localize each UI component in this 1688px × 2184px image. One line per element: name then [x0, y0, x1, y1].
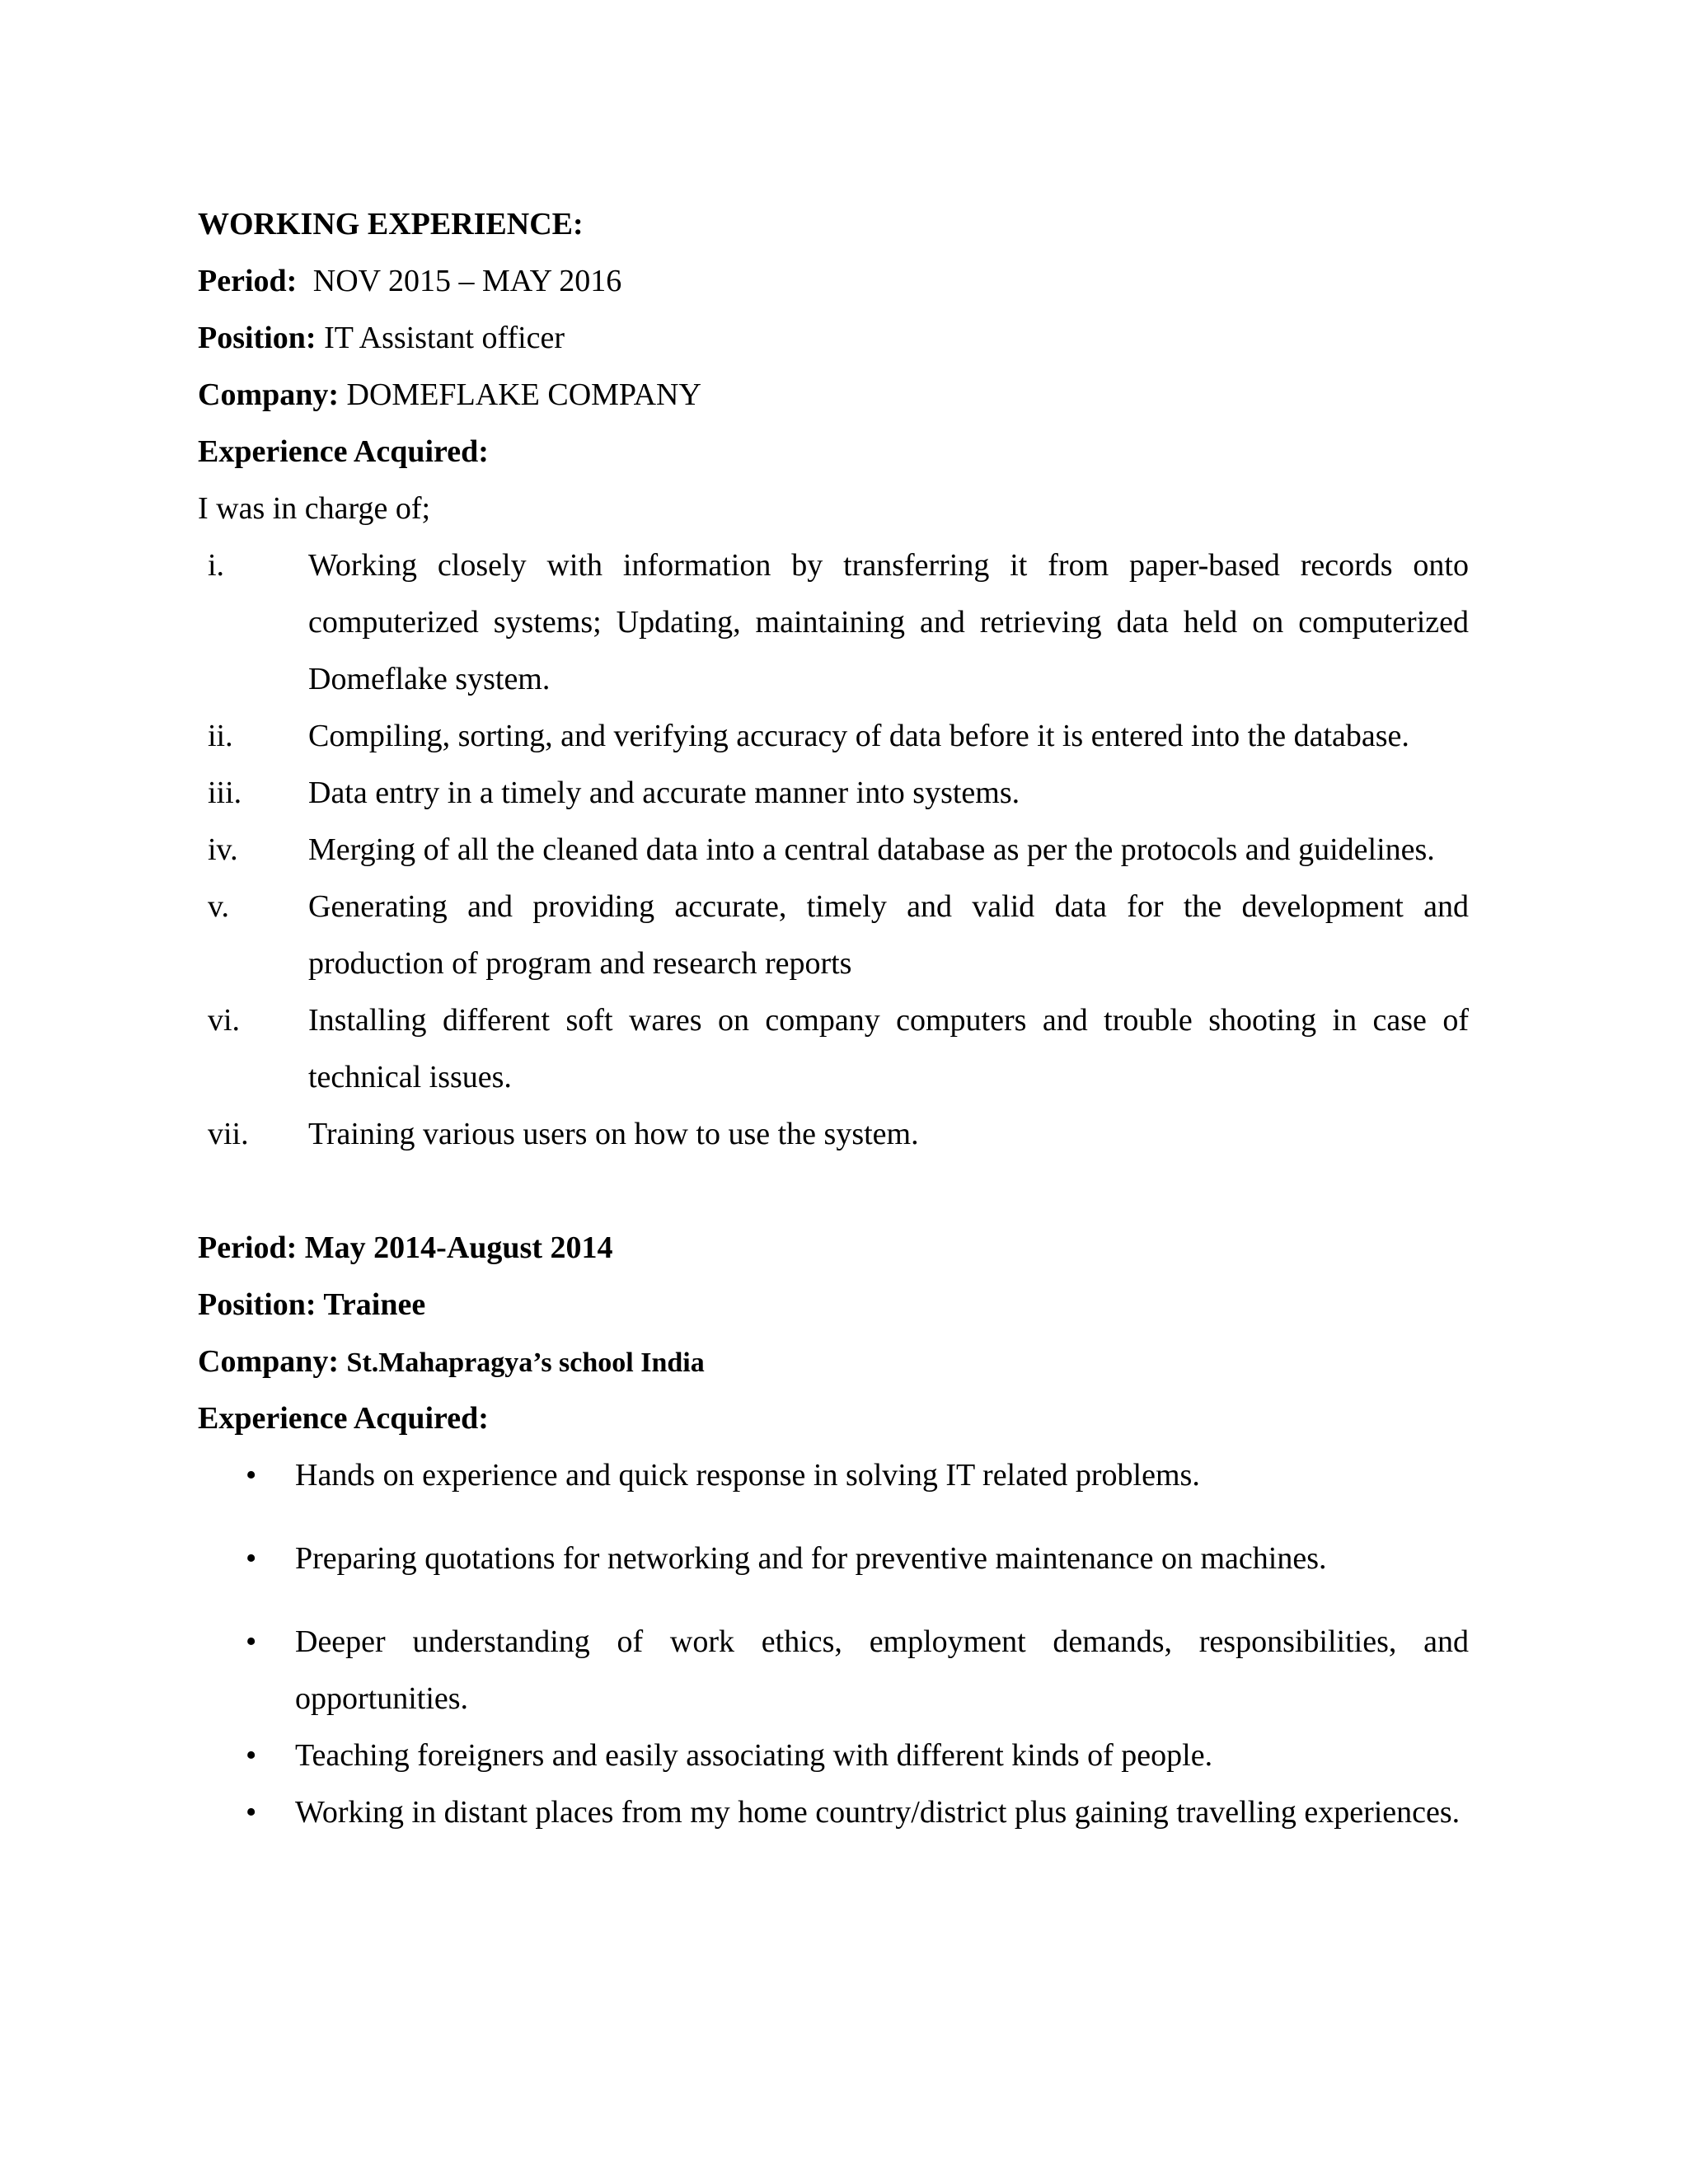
job1-intro: I was in charge of; — [198, 491, 431, 526]
job1-company-label: Company: — [198, 377, 340, 412]
list-item-text: Deeper understanding of work ethics, employment demands, responsibilities, and opportunities. — [295, 1624, 1469, 1716]
list-item-number: vi. — [208, 1003, 241, 1038]
bullet-icon: • — [246, 1624, 257, 1659]
list-item — [198, 992, 1469, 1106]
job1-experience-label: Experience Acquired: — [198, 434, 489, 469]
list-item-number: ii. — [208, 719, 233, 753]
list-item-text: Training various users on how to use the system. — [308, 1117, 919, 1151]
bullet-spacer — [198, 1587, 1469, 1614]
section-spacer — [198, 1163, 1469, 1220]
job2-period: May 2014-August 2014 — [304, 1230, 613, 1265]
list-item-number: v. — [208, 889, 230, 924]
list-item — [198, 765, 1469, 822]
job1-period-label: Period: — [198, 264, 298, 298]
job2-period-label: Period: — [198, 1230, 298, 1265]
list-item-text: Working closely with information by transferring it from paper-based records onto computerized systems; Updating, maintaining and retrieving data held on computerized Domeflake system. — [308, 548, 1469, 696]
list-item-number: iii. — [208, 776, 242, 810]
list-item — [198, 1106, 1469, 1163]
job1-period: NOV 2015 – MAY 2016 — [312, 264, 622, 298]
resume-page — [198, 196, 1469, 1841]
list-item — [198, 1447, 1469, 1504]
list-item-text: Hands on experience and quick response in solving IT related problems. — [295, 1458, 1200, 1493]
job1-period-line — [198, 253, 1469, 310]
section-heading: WORKING EXPERIENCE: — [198, 207, 584, 241]
job2-company-line — [198, 1333, 1469, 1390]
job2-bullet-list — [198, 1447, 1469, 1841]
job2-position-label: Position: — [198, 1287, 316, 1322]
job1-position: IT Assistant officer — [324, 321, 565, 355]
job1-numbered-list — [198, 537, 1469, 1163]
list-item — [198, 879, 1469, 992]
job2-experience-label: Experience Acquired: — [198, 1401, 489, 1436]
list-item — [198, 1530, 1469, 1587]
job1-company-line — [198, 367, 1469, 424]
job2-company-label: Company: — [198, 1344, 340, 1379]
list-item-text: Preparing quotations for networking and for preventive maintenance on machines. — [295, 1541, 1327, 1576]
job2-period-line — [198, 1220, 1469, 1277]
list-item — [198, 708, 1469, 765]
bullet-icon: • — [246, 1541, 257, 1576]
list-item-text: Teaching foreigners and easily associating with different kinds of people. — [295, 1738, 1213, 1773]
list-item-text: Generating and providing accurate, timely and valid data for the development and production of program and research reports — [308, 889, 1469, 981]
bullet-icon: • — [246, 1458, 257, 1493]
list-item-text: Working in distant places from my home country/district plus gaining travelling experiences. — [295, 1795, 1461, 1830]
job1-company: DOMEFLAKE COMPANY — [346, 377, 701, 412]
list-item — [198, 1727, 1469, 1784]
list-item-text: Compiling, sorting, and verifying accuracy of data before it is entered into the database. — [308, 719, 1409, 753]
job1-position-line — [198, 310, 1469, 367]
bullet-icon: • — [246, 1738, 257, 1773]
list-item-text: Merging of all the cleaned data into a central database as per the protocols and guidelines. — [308, 832, 1435, 867]
bullet-icon: • — [246, 1795, 257, 1830]
job2-position: Trainee — [323, 1287, 426, 1322]
list-item — [198, 537, 1469, 708]
list-item-text: Data entry in a timely and accurate manner into systems. — [308, 776, 1020, 810]
list-item-number: i. — [208, 548, 225, 583]
list-item-number: iv. — [208, 832, 238, 867]
job1-position-label: Position: — [198, 321, 316, 355]
bullet-spacer — [198, 1504, 1469, 1530]
list-item-text: Installing different soft wares on company computers and trouble shooting in case of technical issues. — [308, 1003, 1469, 1094]
job2-position-line — [198, 1277, 1469, 1333]
list-item — [198, 1614, 1469, 1727]
list-item-number: vii. — [208, 1117, 249, 1151]
list-item — [198, 1784, 1469, 1841]
list-item — [198, 822, 1469, 879]
job2-company: St.Mahapragya’s school India — [346, 1347, 705, 1378]
